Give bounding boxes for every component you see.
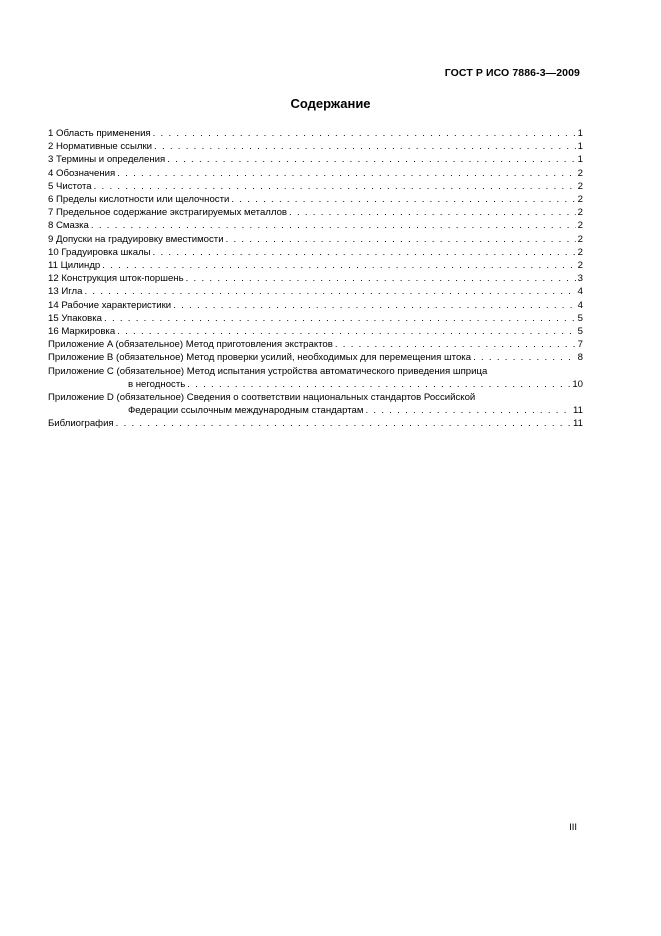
toc-entry[interactable]: 8 Смазка . . . 2 — [48, 219, 583, 232]
dot-leader — [335, 338, 576, 351]
toc-page: 4 — [577, 299, 583, 311]
toc-page: 2 — [577, 207, 583, 219]
toc-page: 11 — [573, 405, 583, 417]
document-code: ГОСТ Р ИСО 7886-3—2009 — [444, 67, 580, 79]
dot-leader — [173, 299, 576, 312]
toc-entry[interactable]: 6 Пределы кислотности или щелочности . . . 2 — [48, 193, 583, 206]
dot-leader — [167, 153, 575, 166]
toc-page: 7 — [577, 339, 583, 351]
toc-page: 8 — [577, 352, 583, 364]
dot-leader — [187, 378, 570, 391]
toc-entry[interactable]: 14 Рабочие характеристики . . . 4 — [48, 299, 583, 312]
toc-page: 1 — [577, 154, 583, 166]
table-of-contents — [48, 127, 583, 431]
page-number: III — [569, 822, 577, 833]
dot-leader — [117, 167, 575, 180]
dot-leader — [154, 140, 576, 153]
toc-page: 2 — [577, 167, 583, 179]
toc-entry[interactable]: 5 Чистота . . . 2 — [48, 180, 583, 193]
toc-entry-annex-b[interactable]: Приложение B (обязательное) Метод проверки усилий, необходимых для перемещения штока . . . 8 — [48, 351, 583, 364]
toc-entry-annex-a[interactable]: Приложение A (обязательное) Метод приготовления экстрактов . . . 7 — [48, 338, 583, 351]
toc-entry[interactable]: 9 Допуски на градуировку вместимости . . . 2 — [48, 233, 583, 246]
dot-leader — [153, 246, 576, 259]
toc-page: 11 — [573, 418, 583, 430]
dot-leader — [91, 219, 576, 232]
toc-entry-bibliography[interactable]: Библиография . . . 11 — [48, 417, 583, 430]
toc-entry[interactable]: 15 Упаковка . . . 5 — [48, 312, 583, 325]
toc-entry[interactable]: 1 Область применения . . . 1 — [48, 127, 583, 140]
toc-entry[interactable]: 2 Нормативные ссылки . . . 1 — [48, 140, 583, 153]
toc-page: 5 — [577, 312, 583, 324]
toc-entry-annex-d[interactable]: Приложение D (обязательное) Сведения о соответствии национальных стандартов Российской Федерации ссылочным международным стандартам . . . 11 — [48, 391, 583, 417]
dot-leader — [153, 127, 576, 140]
toc-entry[interactable]: 12 Конструкция шток-поршень . . . 3 — [48, 272, 583, 285]
toc-entry[interactable]: 10 Градуировка шкалы . . . 2 — [48, 246, 583, 259]
toc-entry[interactable]: 4 Обозначения . . . 2 — [48, 167, 583, 180]
toc-page: 5 — [577, 326, 583, 338]
toc-entry-annex-c[interactable]: Приложение C (обязательное) Метод испытания устройства автоматического приведения шприца в негодность . . . 10 — [48, 365, 583, 391]
dot-leader — [102, 259, 575, 272]
dot-leader — [116, 417, 571, 430]
toc-entry[interactable]: 13 Игла . . . 4 — [48, 285, 583, 298]
toc-entry[interactable]: 11 Цилиндр . . . 2 — [48, 259, 583, 272]
toc-page: 2 — [577, 246, 583, 258]
toc-page: 1 — [577, 128, 583, 139]
dot-leader — [84, 285, 575, 298]
toc-page: 2 — [577, 194, 583, 206]
dot-leader — [94, 180, 576, 193]
dot-leader — [289, 206, 576, 219]
toc-page: 2 — [577, 180, 583, 192]
toc-entry[interactable]: 3 Термины и определения . . . 1 — [48, 153, 583, 166]
toc-page: 2 — [577, 220, 583, 232]
page-title: Содержание — [290, 96, 371, 111]
dot-leader — [231, 193, 575, 206]
toc-entry[interactable]: 7 Предельное содержание экстрагируемых металлов . . . 2 — [48, 206, 583, 219]
toc-entry[interactable]: 16 Маркировка . . . 5 — [48, 325, 583, 338]
dot-leader — [226, 233, 576, 246]
toc-page: 3 — [577, 273, 583, 285]
dot-leader — [186, 272, 576, 285]
dot-leader — [473, 351, 576, 364]
toc-page: 2 — [577, 233, 583, 245]
dot-leader — [365, 404, 571, 417]
toc-page: 4 — [577, 286, 583, 298]
toc-page: 1 — [577, 141, 583, 153]
dot-leader — [117, 325, 575, 338]
dot-leader — [104, 312, 576, 325]
toc-page: 10 — [572, 378, 583, 390]
toc-page: 2 — [577, 260, 583, 272]
